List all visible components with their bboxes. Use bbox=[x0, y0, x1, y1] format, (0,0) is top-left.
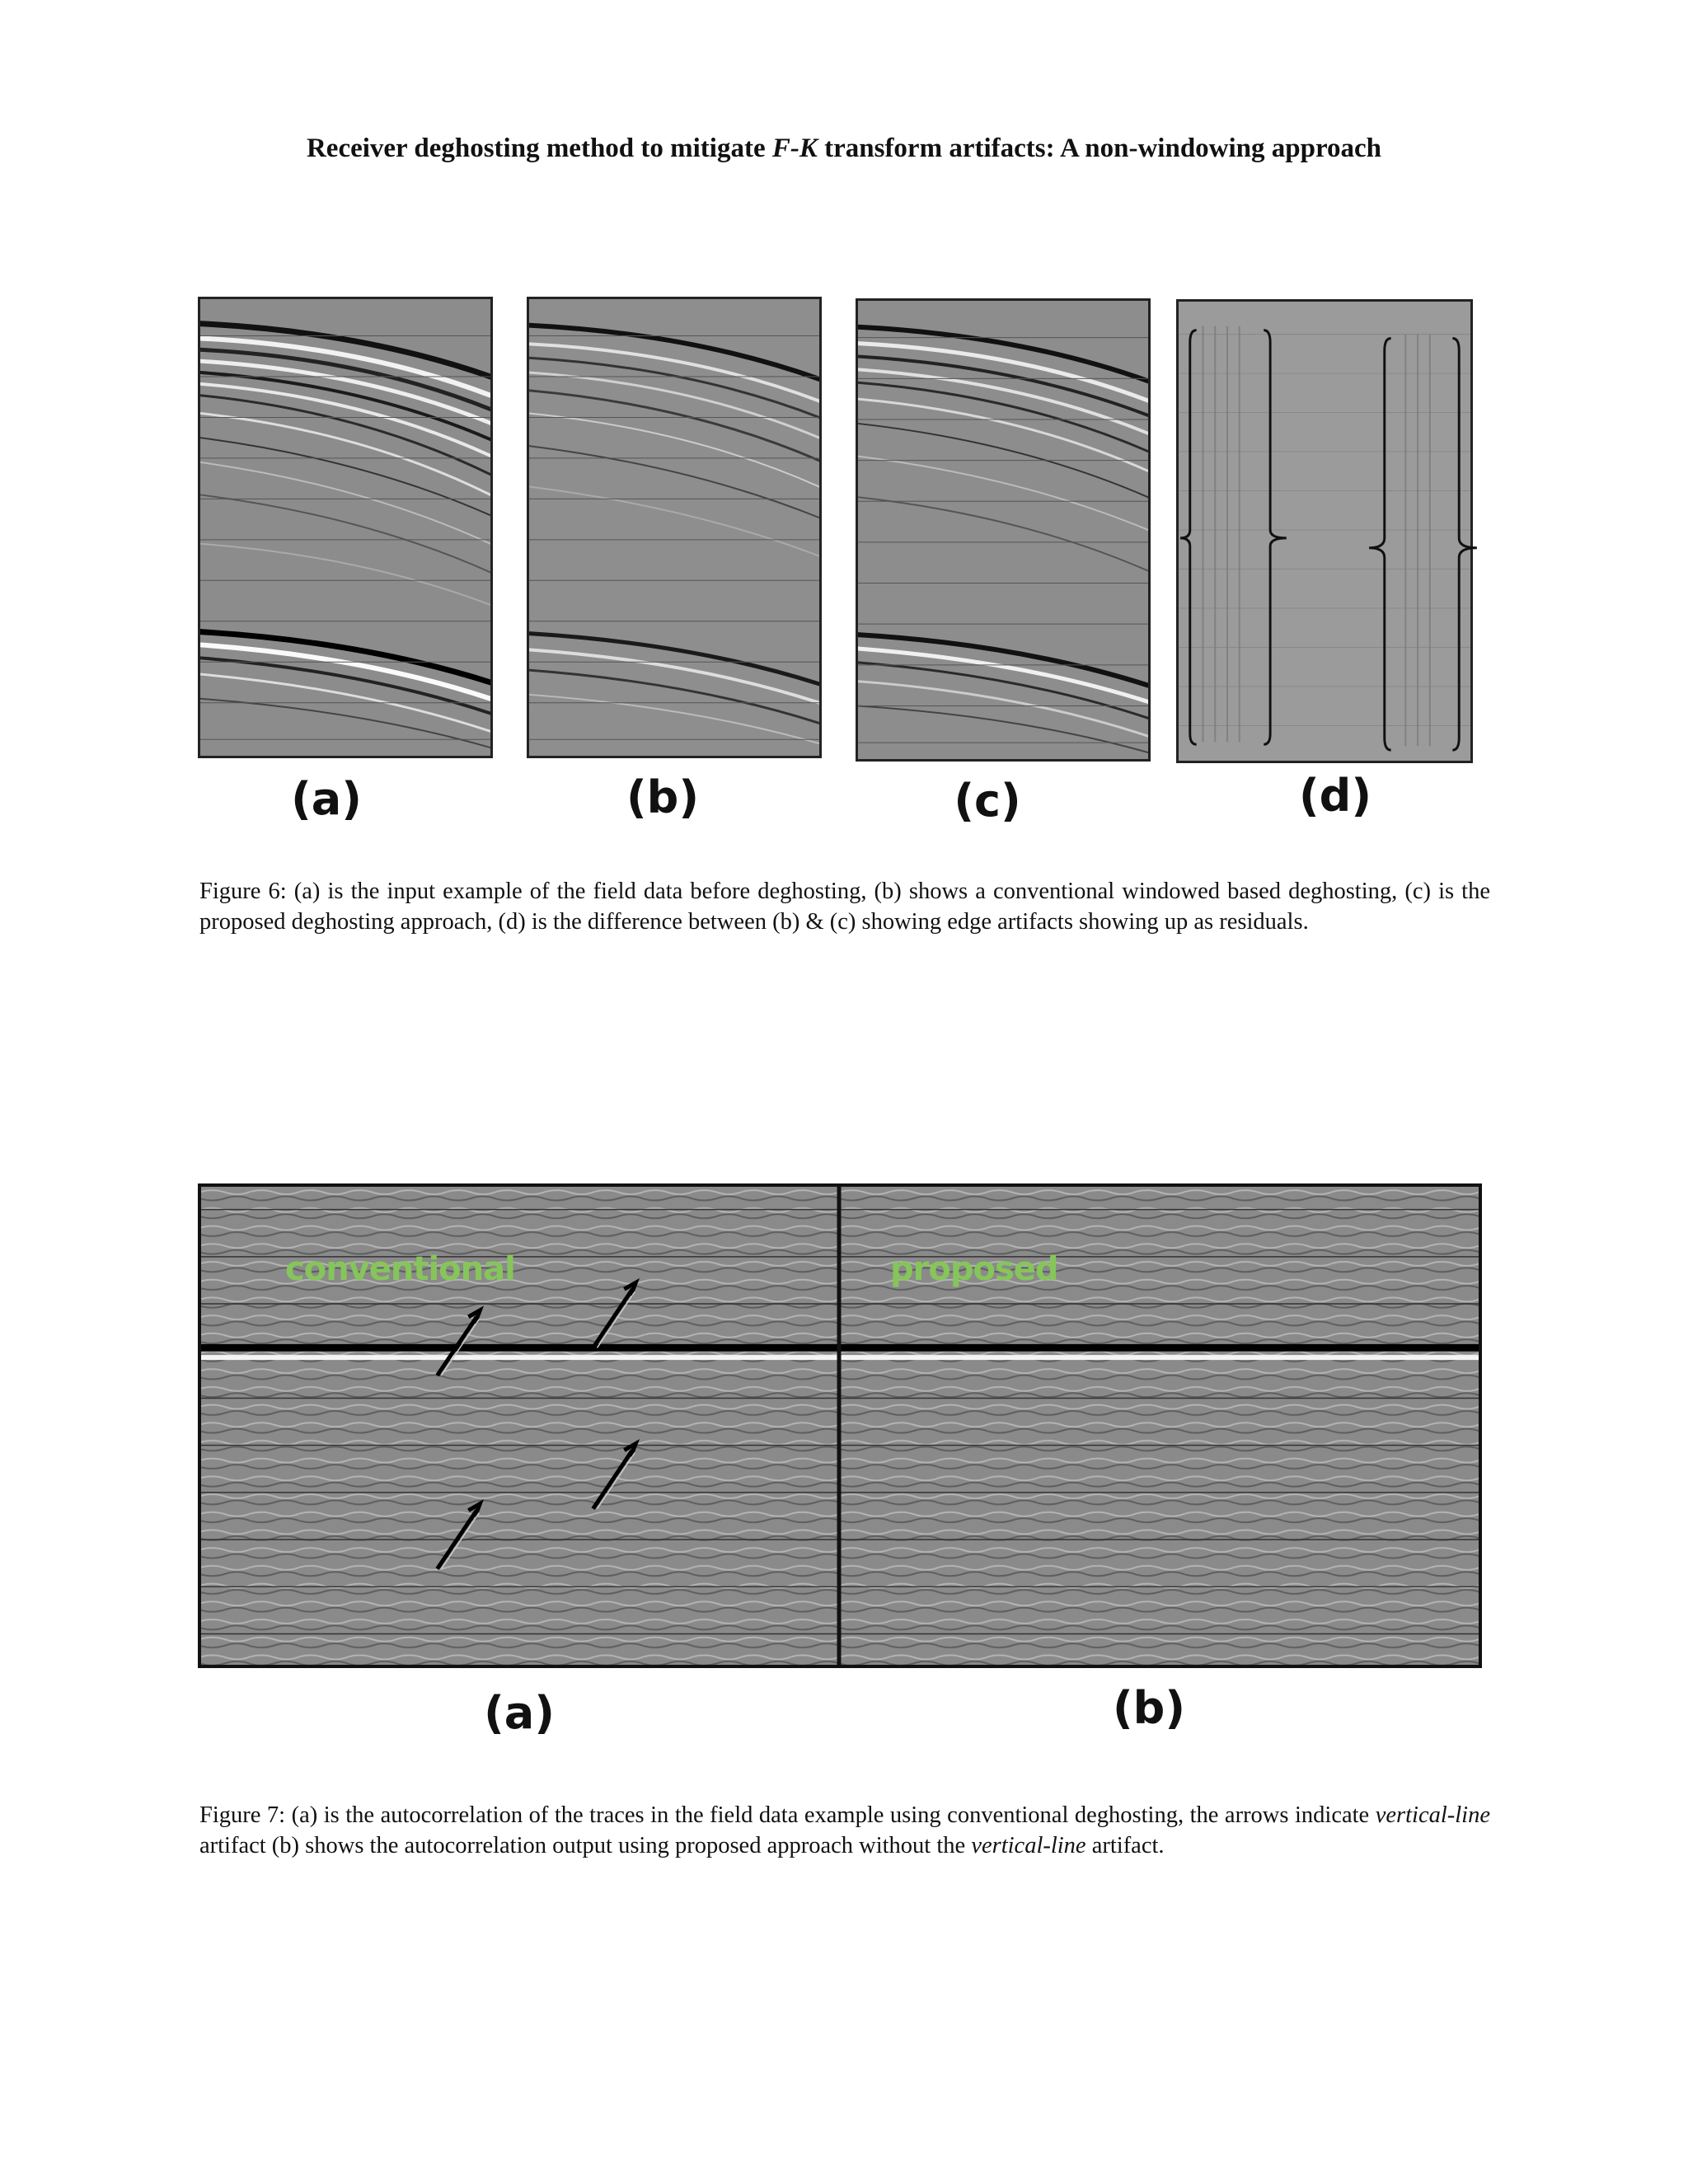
paper-title bbox=[0, 134, 1688, 164]
seismic-image-a bbox=[200, 299, 490, 756]
fig7-caption-part-1: Figure 7: (a) is the autocorrelation of the traces in the field data example using conventional deghosting, the arrows indicate bbox=[199, 1802, 1376, 1828]
fig7-caption-part-3: artifact. bbox=[1085, 1833, 1165, 1858]
title-part-1: Receiver deghosting method to mitigate bbox=[306, 134, 772, 163]
fig7-label-a: (a) bbox=[484, 1687, 555, 1739]
fig6-panel-c bbox=[856, 298, 1151, 762]
fig6-label-c: (c) bbox=[954, 775, 1021, 827]
title-part-2: transform artifacts: A non-windowing approach bbox=[817, 134, 1382, 163]
fig7-caption-part-2: artifact (b) shows the autocorrelation output using proposed approach without the bbox=[199, 1833, 972, 1858]
fig6-label-b: (b) bbox=[626, 771, 699, 823]
seismic-image-b bbox=[529, 299, 819, 756]
title-italic: F-K bbox=[771, 134, 818, 163]
fig6-label-d: (d) bbox=[1298, 770, 1372, 822]
figure-7-caption bbox=[199, 1800, 1490, 1861]
fig6-panel-b bbox=[527, 297, 822, 758]
proposed-label: proposed bbox=[890, 1250, 1058, 1288]
fig6-panel-a bbox=[198, 297, 493, 758]
fig7-caption-italic-2: vertical-line bbox=[971, 1833, 1086, 1858]
fig6-panel-d bbox=[1176, 299, 1473, 763]
figure-6-caption: Figure 6: (a) is the input example of the field data before deghosting, (b) shows a conventional windowed based deghosting, (c) is the proposed deghosting approach, (d) is the difference between (b) & (c) showing edge artifacts showing up as residuals. bbox=[199, 879, 1490, 935]
conventional-label: conventional bbox=[285, 1250, 515, 1288]
fig7-label-b: (b) bbox=[1112, 1682, 1185, 1734]
fig7-caption-italic-1: vertical-line bbox=[1375, 1802, 1490, 1828]
difference-image-d bbox=[1179, 302, 1470, 761]
seismic-image-c bbox=[858, 301, 1148, 759]
fig6-label-a: (a) bbox=[291, 773, 362, 825]
